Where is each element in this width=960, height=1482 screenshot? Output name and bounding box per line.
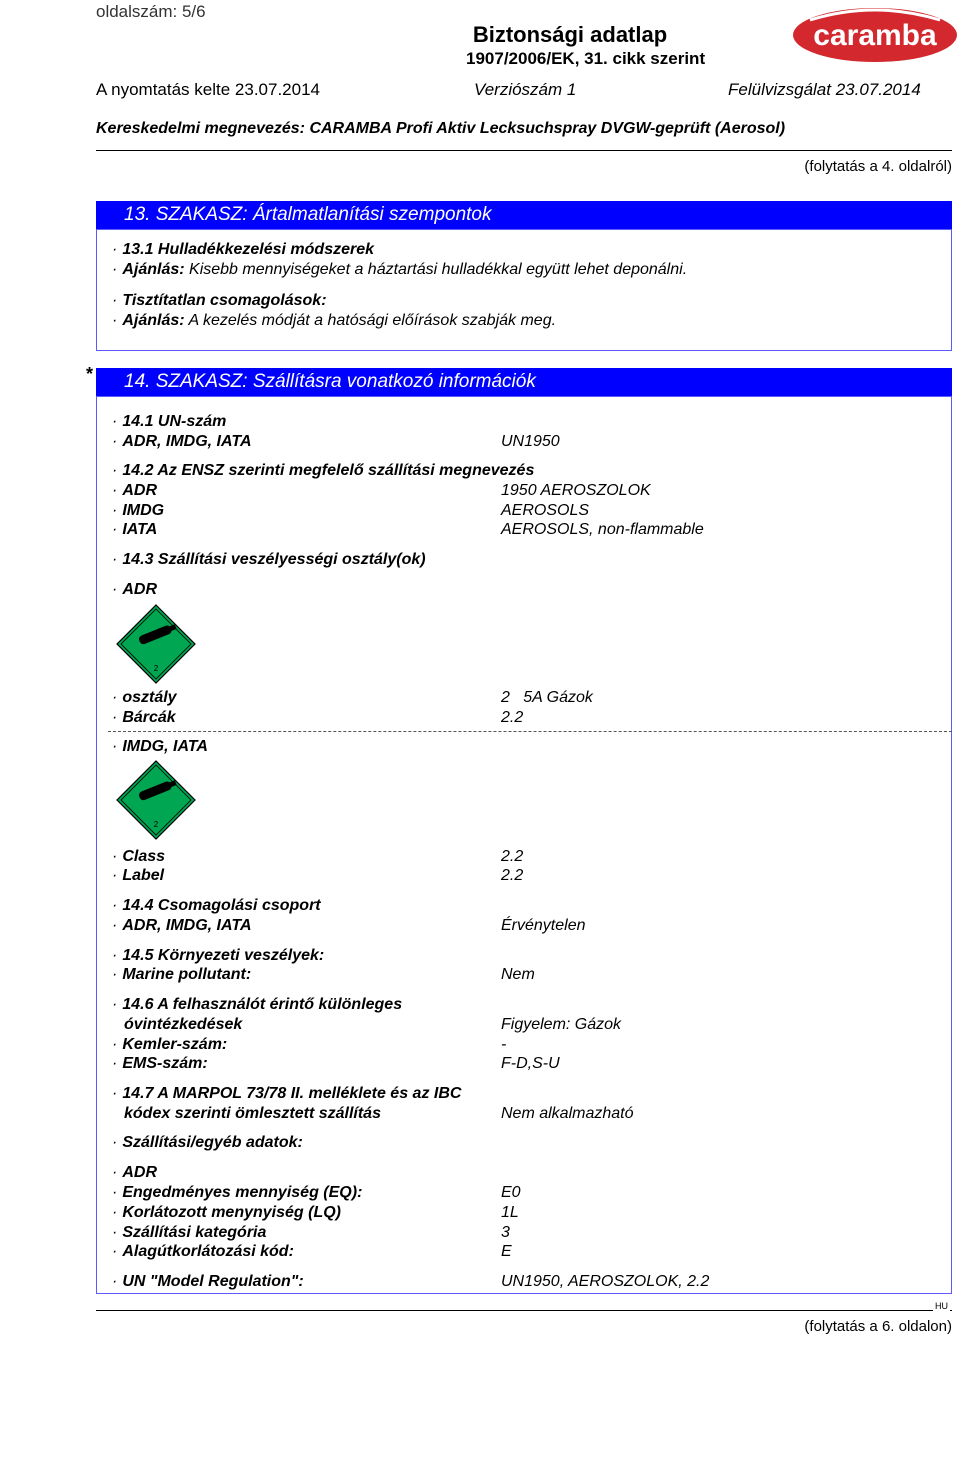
- section-13-title: 13. SZAKASZ: Ártalmatlanítási szempontok: [124, 204, 492, 225]
- osztaly-label: · osztály: [112, 689, 177, 706]
- header-divider: [96, 150, 952, 151]
- imdg-name: AEROSOLS: [501, 502, 590, 519]
- env-heading: · 14.5 Környezeti veszélyek:: [112, 947, 325, 964]
- ems-value: F-D,S-U: [501, 1055, 560, 1072]
- adr-heading: · ADR: [112, 581, 157, 598]
- document-subtitle: 1907/2006/EK, 31. cikk szerint: [466, 49, 706, 68]
- barcak-label: · Bárcák: [112, 709, 176, 726]
- page-number: oldalszám: 5/6: [96, 2, 206, 21]
- un-model-value: UN1950, AEROSZOLOK, 2.2: [501, 1273, 710, 1290]
- s13-line-2: · Ajánlás: Kisebb mennyiségeket a háztartási hulladékkal együtt lehet deponálni.: [112, 261, 688, 278]
- footer-divider: [96, 1310, 952, 1311]
- iata-label: · IATA: [112, 521, 158, 538]
- gas-cylinder-pictogram-imdg: [116, 760, 196, 840]
- version-number: Verziószám 1: [474, 80, 577, 99]
- imdg-iata-heading: · IMDG, IATA: [112, 738, 208, 755]
- section-13-header: [96, 201, 952, 229]
- pictogram-number: 2: [153, 820, 159, 829]
- packing-group-heading: · 14.4 Csomagolási csoport: [112, 897, 321, 914]
- un-number-label: · ADR, IMDG, IATA: [112, 433, 252, 450]
- pictogram-number: 2: [153, 664, 159, 673]
- trade-name: Kereskedelmi megnevezés: CARAMBA Profi Aktiv Lecksuchspray DVGW-geprüft (Aerosol): [96, 120, 786, 137]
- class-value: 2.2: [501, 848, 524, 865]
- s13-line-1: · 13.1 Hulladékkezelési módszerek: [112, 241, 375, 258]
- special-heading: · 14.6 A felhasználót érintő különleges: [112, 996, 403, 1013]
- s13-line-3: · Tisztítatlan csomagolások:: [112, 292, 327, 309]
- marine-label: · Marine pollutant:: [112, 966, 252, 983]
- revision-date: Felülvizsgálat 23.07.2014: [728, 80, 921, 99]
- s13-line-4: · Ajánlás: A kezelés módját a hatósági előírások szabják meg.: [112, 312, 557, 329]
- shipping-name-heading: · 14.2 Az ENSZ szerinti megfelelő szállítási megnevezés: [112, 462, 535, 479]
- other-adr: · ADR: [112, 1164, 157, 1181]
- other-heading: · Szállítási/egyéb adatok:: [112, 1134, 303, 1151]
- special-heading-cont: óvintézkedések: [124, 1016, 243, 1033]
- osztaly-value: 2 5A Gázok: [501, 689, 593, 706]
- logo-text: caramba: [813, 19, 937, 52]
- marpol-value: Nem alkalmazható: [501, 1105, 634, 1122]
- imdg-label: · IMDG: [112, 502, 165, 519]
- barcak-value: 2.2: [501, 709, 524, 726]
- gas-cylinder-pictogram-adr: [116, 604, 196, 684]
- iata-name: AEROSOLS, non-flammable: [501, 521, 704, 538]
- dashed-divider: [108, 731, 952, 732]
- category-value: 3: [501, 1224, 510, 1241]
- adr-name: 1950 AEROSZOLOK: [501, 482, 651, 499]
- adr-label: · ADR: [112, 482, 157, 499]
- tunnel-label: · Alagútkorlátozási kód:: [112, 1243, 294, 1260]
- special-value: Figyelem: Gázok: [501, 1016, 622, 1033]
- revision-marker: *: [86, 364, 94, 384]
- eq-value: E0: [501, 1184, 521, 1201]
- lq-label: · Korlátozott menynyiség (LQ): [112, 1204, 342, 1221]
- marpol-heading-cont: kódex szerinti ömlesztett szállítás: [124, 1105, 381, 1122]
- packing-group-label: · ADR, IMDG, IATA: [112, 917, 252, 934]
- continued-from: (folytatás a 4. oldalról): [804, 158, 952, 175]
- eq-label: · Engedményes mennyiség (EQ):: [112, 1184, 363, 1201]
- print-date: A nyomtatás kelte 23.07.2014: [96, 80, 320, 99]
- section-14-title: 14. SZAKASZ: Szállításra vonatkozó információk: [124, 371, 536, 392]
- kemler-value: -: [501, 1036, 507, 1053]
- un-number-value: UN1950: [501, 433, 560, 450]
- un-model-label: · UN "Model Regulation":: [112, 1273, 304, 1290]
- packing-group-value: Érvénytelen: [501, 917, 586, 934]
- document-title: Biztonsági adatlap: [472, 22, 668, 47]
- marpol-heading: · 14.7 A MARPOL 73/78 II. melléklete és az IBC: [112, 1085, 462, 1102]
- un-number-heading: · 14.1 UN-szám: [112, 413, 227, 430]
- label-value: 2.2: [501, 867, 524, 884]
- lq-value: 1L: [501, 1204, 519, 1221]
- label-label: · Label: [112, 867, 165, 884]
- tunnel-value: E: [501, 1243, 512, 1260]
- section-14-header: [96, 368, 952, 396]
- ems-label: · EMS-szám:: [112, 1055, 208, 1072]
- hazard-class-heading: · 14.3 Szállítási veszélyességi osztály(ok): [112, 551, 426, 568]
- category-label: · Szállítási kategória: [112, 1224, 267, 1241]
- continued-on: (folytatás a 6. oldalon): [804, 1318, 952, 1335]
- marine-value: Nem: [501, 966, 535, 983]
- language-code: HU: [935, 1301, 948, 1311]
- class-label: · Class: [112, 848, 166, 865]
- caramba-logo: [790, 2, 960, 64]
- kemler-label: · Kemler-szám:: [112, 1036, 228, 1053]
